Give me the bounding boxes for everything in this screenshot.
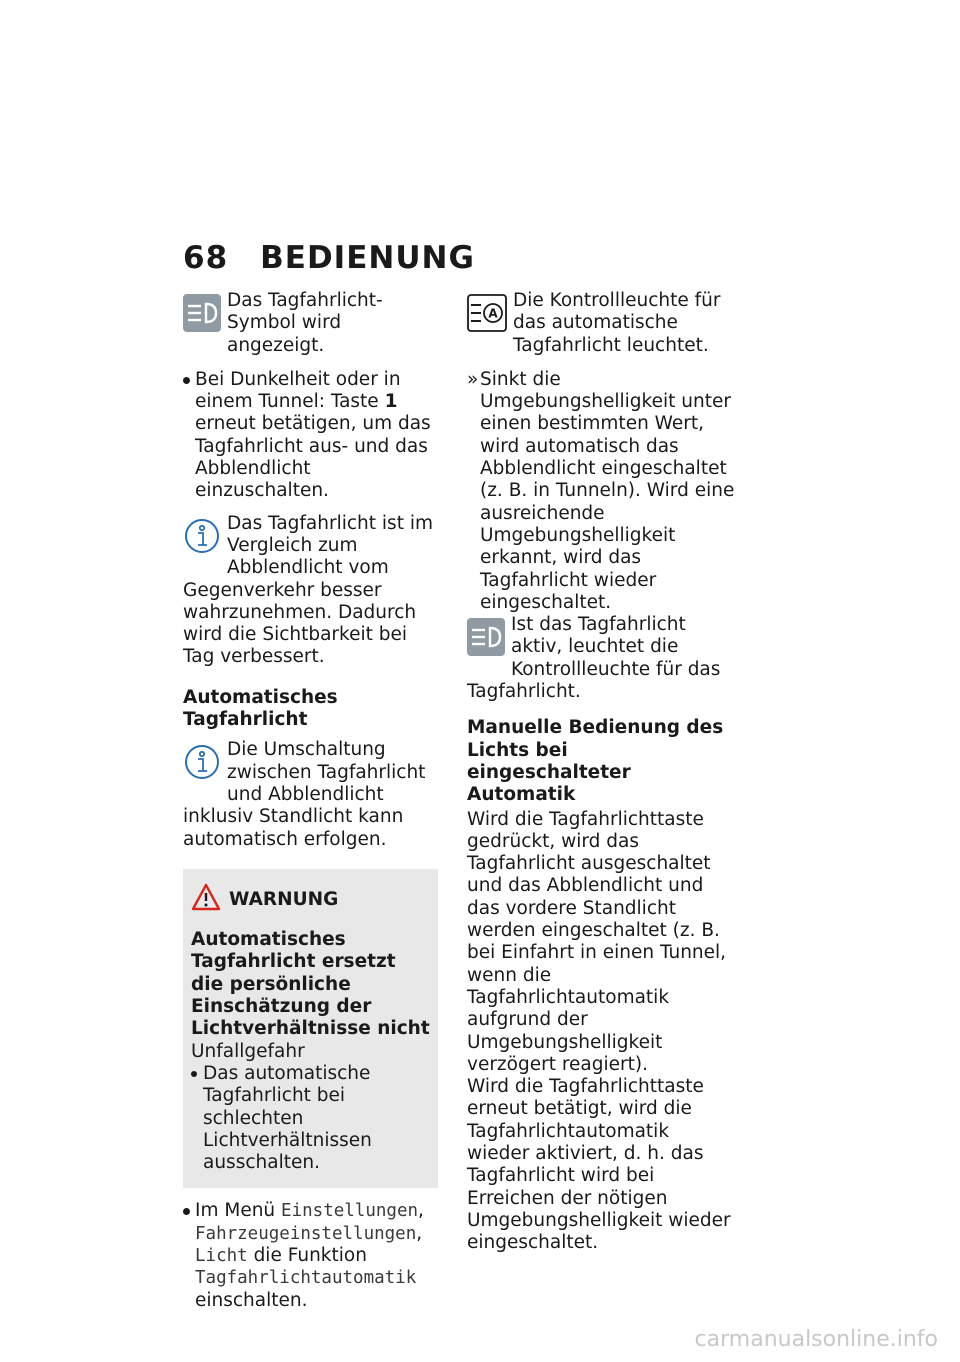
warning-title	[187, 883, 434, 917]
menu-path-light: Licht	[195, 1245, 248, 1266]
page-header	[183, 240, 475, 276]
result-text: Sinkt die Umgebungshelligkeit unter einen bestimmten Wert, wird automatisch das Abblendlicht eingeschaltet (z. B. in Tunneln). Wird eine ausreichende Umgebungshelligkeit erkannt, wird das Tagfahrlicht wieder eingeschaltet.	[480, 368, 735, 613]
paragraph: Wird die Tagfahrlichttaste erneut betätigt, wird die Tagfahrlichtautomatik wieder aktiviert, d. h. das Tagfahrlicht wird bei Erreichen der nötigen Umgebungshelligkeit wieder eingeschaltet.	[467, 1076, 731, 1254]
function-name: Tagfahrlichtautomatik	[195, 1268, 417, 1289]
bullet-text-end: erneut betätigen, um das Tagfahrlicht aus- und das Abblendlicht einzuschalten.	[195, 413, 431, 502]
paragraph: Wird die Tagfahrlichttaste gedrückt, wird das Tagfahrlicht ausgeschaltet und das Abblendlicht und das vordere Standlicht werden eingeschaltet (z. B. bei Einfahrt in einen Tunnel, wenn die Tagfahrlichtautomatik aufgrund der Umgebungshelligkeit verzögert reagiert).	[467, 808, 727, 1075]
bullet-text-start: Bei Dunkelheit oder in einem Tunnel: Taste	[195, 368, 401, 413]
daytime-light-icon	[183, 294, 221, 338]
warning-list-item	[191, 1063, 434, 1174]
warning-body	[187, 929, 434, 1174]
svg-text:A: A	[488, 306, 498, 321]
info-icon	[183, 743, 221, 787]
daytime-light-icon	[467, 618, 505, 662]
warning-label: WARNUNG	[229, 888, 339, 910]
warning-bullet-text: Das automatische Tagfahrlicht bei schlechten Lichtverhältnissen ausschalten.	[203, 1062, 372, 1174]
menu-separator: ,	[416, 1222, 423, 1244]
indicator-text: Ist das Tagfahrlicht aktiv, leuchtet die Kontrollleuchte für das Tagfahrlicht.	[467, 614, 721, 703]
section-heading: Automatisches Tagfahrlicht	[183, 686, 338, 731]
info-text: Das Tagfahrlicht ist im Vergleich zum Abblendlicht vom Gegenverkehr besser wahrzunehmen. Dadurch wird die Sichtbarkeit bei Tag verbessert.	[183, 512, 433, 668]
left-column	[183, 290, 438, 1322]
info-note-2	[183, 739, 438, 850]
bullet-dot	[183, 377, 190, 384]
warning-subtitle: Unfallgefahr	[191, 1040, 305, 1062]
key-number: 1	[384, 391, 398, 413]
warning-triangle-icon	[191, 883, 229, 917]
section-title: BEDIENUNG	[260, 240, 475, 276]
menu-post: einschalten.	[195, 1289, 308, 1311]
watermark: carmanualsonline.info	[694, 1327, 938, 1352]
bullet-dot	[191, 1071, 197, 1077]
result-note	[467, 369, 737, 614]
menu-path-vehicle-settings: Fahrzeugeinstellungen	[195, 1223, 417, 1244]
section-heading: Manuelle Bedienung des Lichts bei eingeschalteter Automatik	[467, 717, 724, 806]
menu-instruction	[183, 1200, 438, 1311]
menu-path-settings: Einstellungen	[281, 1201, 419, 1222]
arrow-icon: »	[467, 368, 479, 390]
list-item	[183, 369, 438, 503]
menu-pre: Im Menü	[195, 1200, 282, 1222]
auto-drl-indicator-note	[467, 290, 737, 357]
page-number: 68	[183, 240, 229, 276]
bullet-dot	[183, 1208, 190, 1215]
info-text: Die Umschaltung zwischen Tagfahrlicht und Abblendlicht inklusiv Standlicht kann automatisch erfolgen.	[183, 739, 426, 850]
menu-separator: ,	[418, 1200, 424, 1222]
info-note	[183, 513, 438, 669]
warning-heading: Automatisches Tagfahrlicht ersetzt die persönliche Einschätzung der Lichtverhältnisse nicht	[191, 929, 430, 1040]
menu-mid: die Funktion	[247, 1244, 367, 1266]
right-column	[467, 290, 737, 1254]
drl-symbol-note	[183, 290, 438, 357]
drl-symbol-text: Das Tagfahrlicht-Symbol wird angezeigt.	[227, 290, 383, 356]
drl-indicator-note	[467, 614, 737, 703]
indicator-text: Die Kontrollleuchte für das automatische Tagfahrlicht leuchtet.	[513, 290, 721, 356]
warning-box	[183, 869, 438, 1189]
info-icon	[183, 517, 221, 561]
auto-light-indicator-icon	[467, 294, 507, 338]
